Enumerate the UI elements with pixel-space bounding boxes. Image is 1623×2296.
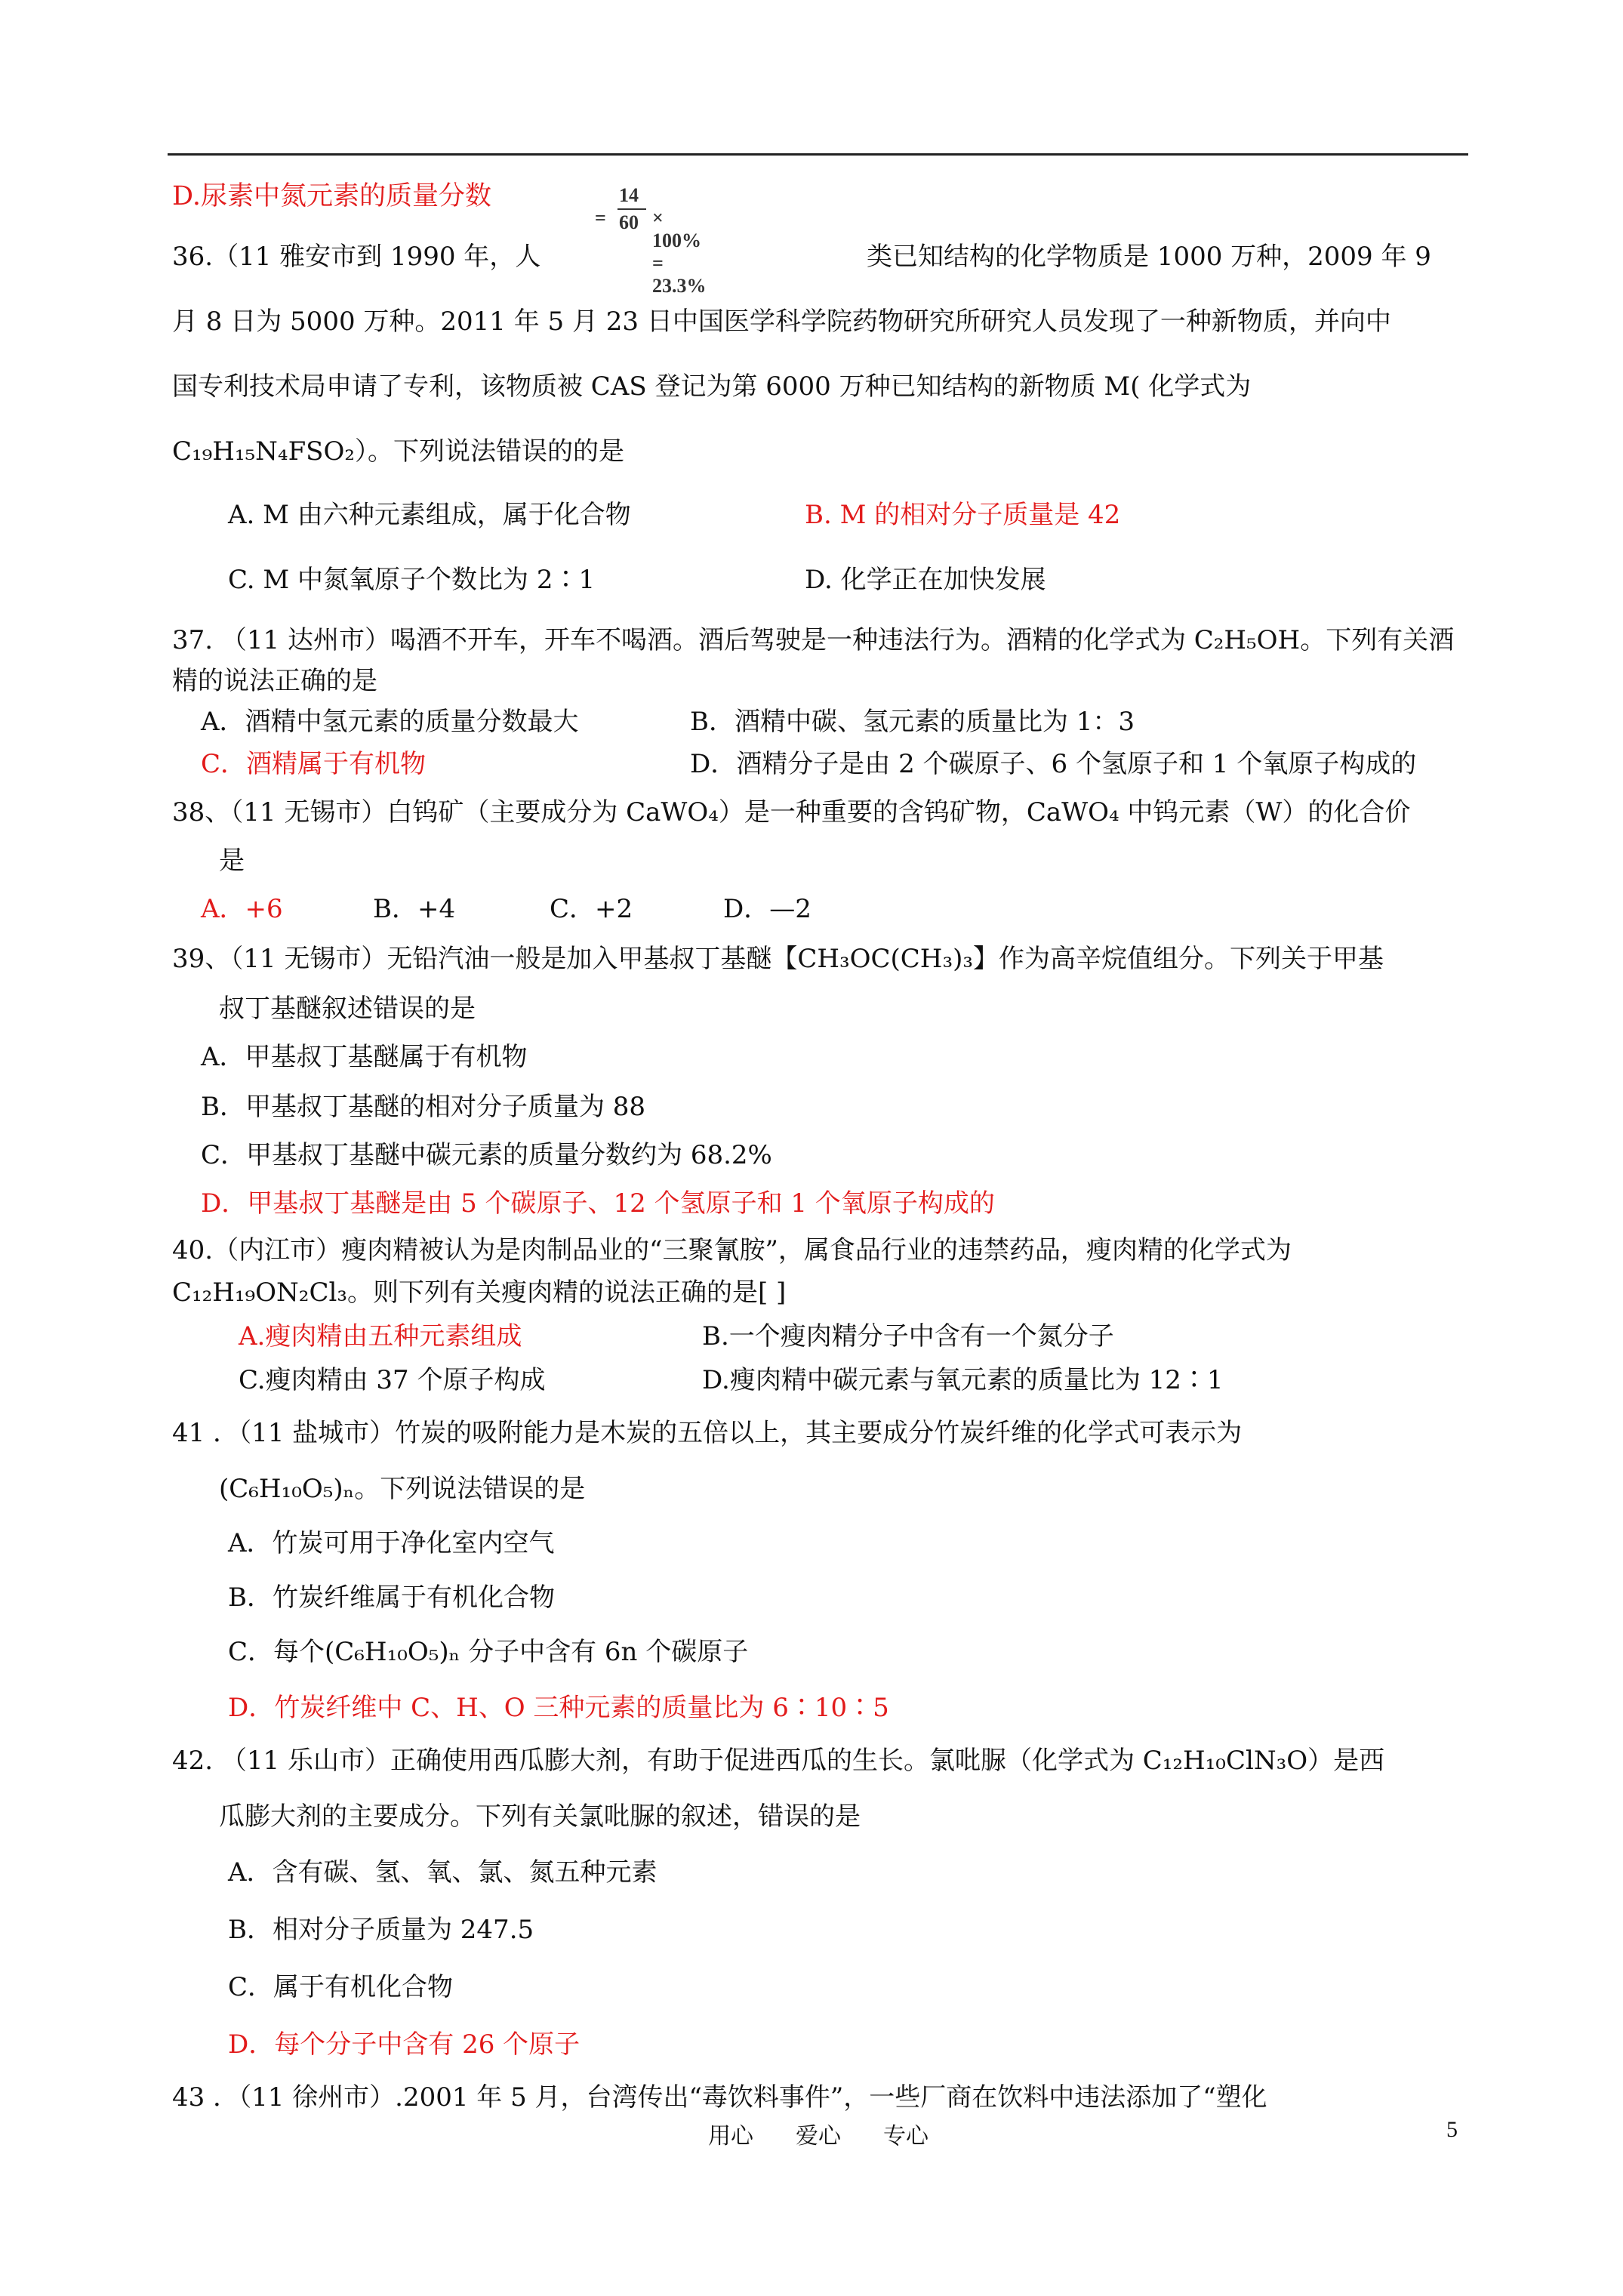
q36-line-4: C₁₉H₁₅N₄FSO₂）。下列说法错误的的是 [172,436,624,467]
q40-option-b: B.一个瘦肉精分子中含有一个氮分子 [702,1321,1114,1351]
formula-numerator: 14 [619,184,639,206]
formula-denominator: 60 [619,211,639,233]
q41-line-2: (C₆H₁₀O₅)ₙ。下列说法错误的是 [219,1474,586,1504]
q39-option-c: C．甲基叔丁基醚中碳元素的质量分数约为 68.2% [201,1140,772,1170]
q42-option-d: D．每个分子中含有 26 个原子 [228,2029,581,2060]
q41-option-b: B．竹炭纤维属于有机化合物 [228,1583,555,1613]
fraction-bar [617,208,646,210]
footer-text-2: 爱心 [796,2123,841,2150]
q40-option-a: A.瘦肉精由五种元素组成 [239,1321,522,1351]
q38-line-1: 38、（11 无锡市）白钨矿（主要成分为 CaWO₄）是一种重要的含钨矿物，CaWO₄ 中钨元素（W）的化合价 [172,797,1411,827]
q37-option-b: B．酒精中碳、氢元素的质量比为 1：3 [690,707,1135,737]
q37-option-a: A．酒精中氢元素的质量分数最大 [201,707,579,737]
q37-option-c: C．酒精属于有机物 [201,749,427,779]
q39-option-d: D．甲基叔丁基醚是由 5 个碳原子、12 个氢原子和 1 个氧原子构成的 [201,1188,995,1219]
q36-line-3: 国专利技术局申请了专利，该物质被 CAS 登记为第 6000 万种已知结构的新物质 M( 化学式为 [172,371,1252,402]
footer-text-3: 专心 [883,2123,929,2150]
option-d-urea: D.尿素中氮元素的质量分数 [172,181,491,211]
q36-line-1b: 类已知结构的化学物质是 1000 万种，2009 年 9 [867,242,1431,272]
q40-option-d: D.瘦肉精中碳元素与氧元素的质量比为 12∶1 [702,1365,1224,1395]
q42-option-c: C．属于有机化合物 [228,1972,454,2002]
q37-option-d: D．酒精分子是由 2 个碳原子、6 个氢原子和 1 个氧原子构成的 [690,749,1417,779]
q40-option-c: C.瘦肉精由 37 个原子构成 [239,1365,546,1395]
q36-option-d: D. 化学正在加快发展 [805,565,1046,595]
header-rule [168,153,1468,156]
q43-line-1: 43 ．（11 徐州市）.2001 年 5 月，台湾传出“毒饮料事件”，一些厂商在饮料中违法添加了“塑化 [172,2082,1267,2113]
q40-line-2: C₁₂H₁₉ON₂Cl₃。则下列有关瘦肉精的说法正确的是[ ] [172,1277,787,1308]
q36-option-a: A. M 由六种元素组成，属于化合物 [228,500,631,530]
q40-line-1: 40.（内江市）瘦肉精被认为是肉制品业的“三聚氰胺”，属食品行业的违禁药品，瘦肉精的化学式为 [172,1235,1292,1265]
q41-line-1: 41 ．（11 盐城市）竹炭的吸附能力是木炭的五倍以上，其主要成分竹炭纤维的化学式可表示为 [172,1418,1243,1448]
q41-option-c: C．每个(C₆H₁₀O₅)ₙ 分子中含有 6n 个碳原子 [228,1637,749,1667]
q36-option-c: C. M 中氮氧原子个数比为 2∶1 [228,565,596,595]
footer-text-1: 用心 [708,2123,753,2150]
q38-option-d: D．—2 [723,894,812,924]
q39-line-1: 39、（11 无锡市）无铅汽油一般是加入甲基叔丁基醚【CH₃OC(CH₃)₃】作为高辛烷值组分。下列关于甲基 [172,944,1384,974]
q42-option-a: A．含有碳、氢、氧、氯、氮五种元素 [228,1857,658,1888]
q36-line-2: 月 8 日为 5000 万种。2011 年 5 月 23 日中国医学科学院药物研究所研究人员发现了一种新物质，并向中 [172,307,1391,337]
q37-line-1: 37. （11 达州市）喝酒不开车，开车不喝酒。酒后驾驶是一种违法行为。酒精的化学式为 C₂H₅OH。下列有关酒 [172,625,1455,655]
q38-option-b: B．+4 [373,894,456,924]
q36-line-1a: 36.（11 雅安市到 1990 年，人 [172,242,541,272]
q38-option-a: A．+6 [201,894,283,924]
q38-line-2: 是 [219,846,245,876]
page-number: 5 [1446,2117,1458,2142]
formula-equals: = [595,207,606,229]
q36-option-b: B. M 的相对分子质量是 42 [805,500,1121,530]
q39-option-b: B．甲基叔丁基醚的相对分子质量为 88 [201,1092,646,1122]
q39-line-2: 叔丁基醚叙述错误的是 [219,994,476,1024]
q42-line-1: 42. （11 乐山市）正确使用西瓜膨大剂，有助于促进西瓜的生长。氯吡脲（化学式为 C₁₂H₁₀ClN₃O）是西 [172,1746,1385,1776]
q41-option-a: A．竹炭可用于净化室内空气 [228,1528,555,1558]
q38-option-c: C．+2 [550,894,633,924]
q41-option-d: D．竹炭纤维中 C、H、O 三种元素的质量比为 6∶10∶5 [228,1693,889,1723]
q42-line-2: 瓜膨大剂的主要成分。下列有关氯吡脲的叙述，错误的是 [219,1801,861,1832]
formula-result: × 100% = 23.3% [652,207,707,297]
q37-line-2: 精的说法正确的是 [172,666,377,696]
q42-option-b: B．相对分子质量为 247.5 [228,1915,534,1945]
q39-option-a: A．甲基叔丁基醚属于有机物 [201,1042,528,1072]
